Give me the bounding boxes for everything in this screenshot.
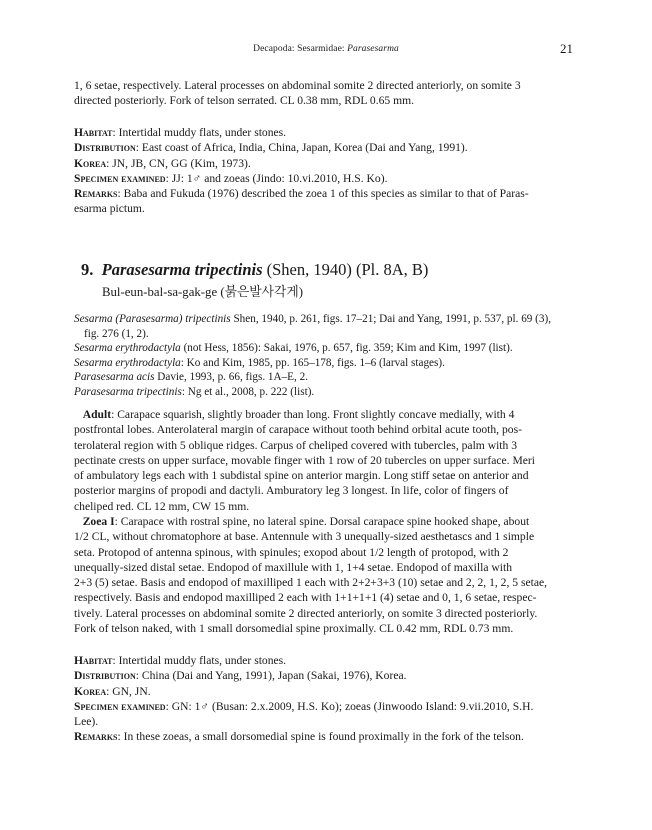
species-number: 9.: [81, 260, 94, 279]
habitat-text: Intertidal muddy flats, under stones.: [118, 654, 287, 667]
specimen-line: Specimen examined: GN: 1♂ (Busan: 2.x.2009, H.S. Ko); zoeas (Jinwoodo Island: 9.vii.2010, S.H.: [74, 699, 534, 713]
running-header-genus: Parasesarma: [347, 44, 399, 54]
synonym-entry-continuation: fig. 276 (1, 2).: [84, 327, 149, 340]
text-line: posterior margins of propodi and dactyli. Amburatory leg 3 longest. In life, color of fingers of: [74, 484, 509, 498]
species-common-name: Bul-eun-bal-sa-gak-ge (붉은발사각게): [102, 285, 304, 299]
text-line: tively. Lateral processes on abdominal somite 2 directed anteriorly, on somite 3 directed posteriorly.: [74, 606, 538, 620]
synonym-citation: : Ng et al., 2008, p. 222 (list).: [181, 385, 315, 398]
remarks-text: Baba and Fukuda (1976) described the zoea 1 of this species as similar to that of Paras-: [123, 187, 529, 201]
text-line: pectinate crests on upper surface, movable finger with 1 row of 20 tubercles on upper surface. Meri: [74, 453, 536, 467]
synonym-subgenus: (Parasesarma): [115, 313, 183, 325]
text-span: Carapace squarish, slightly broader than long. Front slightly concave medially, with 4: [117, 408, 515, 421]
distribution-line: Distribution: East coast of Africa, India, China, Japan, Korea (Dai and Yang, 1991).: [74, 141, 468, 155]
korea-text: GN, JN.: [112, 684, 151, 698]
distribution-line: Distribution: China (Dai and Yang, 1991), Japan (Sakai, 1976), Korea.: [74, 669, 407, 683]
synonym-citation: Shen, 1940, p. 261, figs. 17–21; Dai and Yang, 1991, p. 537, pl. 69 (3),: [233, 313, 552, 325]
running-header-prefix: Decapoda: Sesarmidae:: [253, 44, 348, 54]
text-line: unequally-sized distal setae. Endopod of maxillule with 1, 1+4 setae. Endopod of maxilla with: [74, 560, 512, 574]
text-line: Zoea I: Carapace with rostral spine, no lateral spine. Dorsal carapace spine hooked shape, about: [82, 515, 530, 528]
remarks-line: Remarks: In these zoeas, a small dorsomedial spine is found proximally in the fork of the telson.: [74, 730, 524, 744]
synonym-citation: : Ko and Kim, 1985, pp. 165–178, figs. 1–6 (larval stages).: [180, 356, 445, 369]
remarks-continuation: esarma pictum.: [74, 202, 145, 216]
specimen-text: GN: 1♂ (Busan: 2.x.2009, H.S. Ko); zoeas (Jinwoodo Island: 9.vii.2010, S.H.: [171, 699, 534, 713]
distribution-label: Distribution: [74, 141, 136, 155]
synonym-entry: [74, 356, 580, 371]
specimen-label: Specimen examined: [74, 171, 166, 185]
species-authority: (Shen, 1940) (Pl. 8A, B): [266, 260, 429, 279]
synonym-name: Sesarma erythrodactyla: [74, 356, 181, 369]
remarks-label: Remarks: [74, 730, 118, 744]
synonym-citation: (not Hess, 1856): Sakai, 1976, p. 657, fig. 359; Kim and Kim, 1997 (list).: [183, 342, 513, 355]
text-line: Adult: Carapace squarish, slightly broader than long. Front slightly concave medially, with 4: [82, 408, 515, 421]
text-line: directed posteriorly. Fork of telson serrated. CL 0.38 mm, RDL 0.65 mm.: [74, 94, 415, 108]
adult-description: [74, 407, 580, 514]
synonym-epithet: tripectinis: [185, 313, 231, 325]
running-header: [0, 44, 652, 54]
text-line: 2+3 (5) setae. Basis and endopod of maxilliped 1 each with 2+2+3+3 (10) setae and 2, 2, 1, 2, 5 setae,: [74, 576, 548, 590]
text-line: of ambulatory legs each with 1 subdistal spine on anterior margin. Long stiff setae on anterior and: [74, 469, 529, 483]
habitat-line: Habitat: Intertidal muddy flats, under stones.: [74, 126, 287, 139]
remarks-line: Remarks: Baba and Fukuda (1976) described the zoea 1 of this species as similar to that of Paras-: [74, 187, 529, 201]
synonym-entry: [74, 312, 580, 327]
text-line: seta. Protopod of antenna spinous, with spinules; exopod about 1/2 length of protopod, with 2: [74, 545, 509, 559]
zoea-label: Zoea I: [82, 515, 115, 528]
habitat-line: Habitat: Intertidal muddy flats, under stones.: [74, 654, 287, 667]
text-line: Fork of telson naked, with 1 small dorsomedial spine proximally. CL 0.42 mm, RDL 0.73 mm.: [74, 622, 514, 636]
species-name: Parasesarma tripectinis: [101, 260, 263, 279]
text-span: Carapace with rostral spine, no lateral spine. Dorsal carapace spine hooked shape, about: [120, 515, 530, 528]
distribution-label: Distribution: [74, 669, 136, 683]
text-line: postfrontal lobes. Anterolateral margin of carapace without tooth behind orbital acute tooth, pos-: [74, 423, 522, 437]
korea-line: Korea: GN, JN.: [74, 684, 151, 698]
distribution-text: East coast of Africa, India, China, Japan, Korea (Dai and Yang, 1991).: [141, 141, 468, 155]
synonym-name: Parasesarma acis: [74, 371, 155, 384]
synonym-name: Sesarma erythrodactyla: [74, 342, 181, 355]
species-9-notes: [74, 653, 580, 745]
synonym-citation: Davie, 1993, p. 66, figs. 1A–E, 2.: [157, 371, 309, 384]
specimen-line: Specimen examined: JJ: 1♂ and zoeas (Jindo: 10.vi.2010, H.S. Ko).: [74, 171, 388, 185]
text-line: 1, 6 setae, respectively. Lateral processes on abdominal somite 2 directed anteriorly, on somite 3: [74, 79, 521, 92]
synonym-name: Parasesarma tripectinis: [74, 385, 182, 398]
remarks-text: In these zoeas, a small dorsomedial spine is found proximally in the fork of the telson.: [123, 730, 524, 744]
habitat-label: Habitat: [74, 126, 113, 139]
habitat-text: Intertidal muddy flats, under stones.: [118, 126, 287, 139]
synonymy-list: [74, 312, 580, 400]
specimen-continuation: Lee).: [74, 715, 99, 729]
korea-label: Korea: [74, 156, 107, 170]
synonym-entry: [74, 385, 580, 400]
page-number: 21: [560, 41, 573, 56]
korea-line: Korea: JN, JB, CN, GG (Kim, 1973).: [74, 156, 251, 170]
remarks-label: Remarks: [74, 187, 118, 201]
distribution-text: China (Dai and Yang, 1991), Japan (Sakai, 1976), Korea.: [141, 669, 407, 683]
zoea-description: [74, 514, 580, 636]
specimen-label: Specimen examined: [74, 699, 166, 713]
species-8-notes: [74, 125, 580, 217]
specimen-text: JJ: 1♂ and zoeas (Jindo: 10.vi.2010, H.S. Ko).: [171, 171, 388, 185]
korea-text: JN, JB, CN, GG (Kim, 1973).: [112, 156, 251, 170]
text-line: terolateral region with 5 oblique ridges. Carpus of cheliped covered with tubercles, palm with 3: [74, 438, 518, 452]
korea-label: Korea: [74, 684, 107, 698]
species-heading: [81, 260, 428, 280]
text-line: 1/2 CL, without chromatophore at base. Antennule with 3 unequally-sized aesthetascs and 1 simple: [74, 530, 535, 544]
intro-paragraph: [74, 78, 580, 109]
synonym-entry: [74, 370, 580, 385]
adult-label: Adult: [82, 408, 112, 421]
synonym-name: Sesarma: [74, 313, 113, 325]
text-line: respectively. Basis and endopod maxilliped 2 each with 1+1+1+1 (4) setae and 0, 1, 6 setae, respec-: [74, 591, 537, 605]
text-line: cheliped red. CL 12 mm, CW 15 mm.: [74, 499, 250, 513]
synonym-entry: [74, 341, 580, 356]
habitat-label: Habitat: [74, 654, 113, 667]
